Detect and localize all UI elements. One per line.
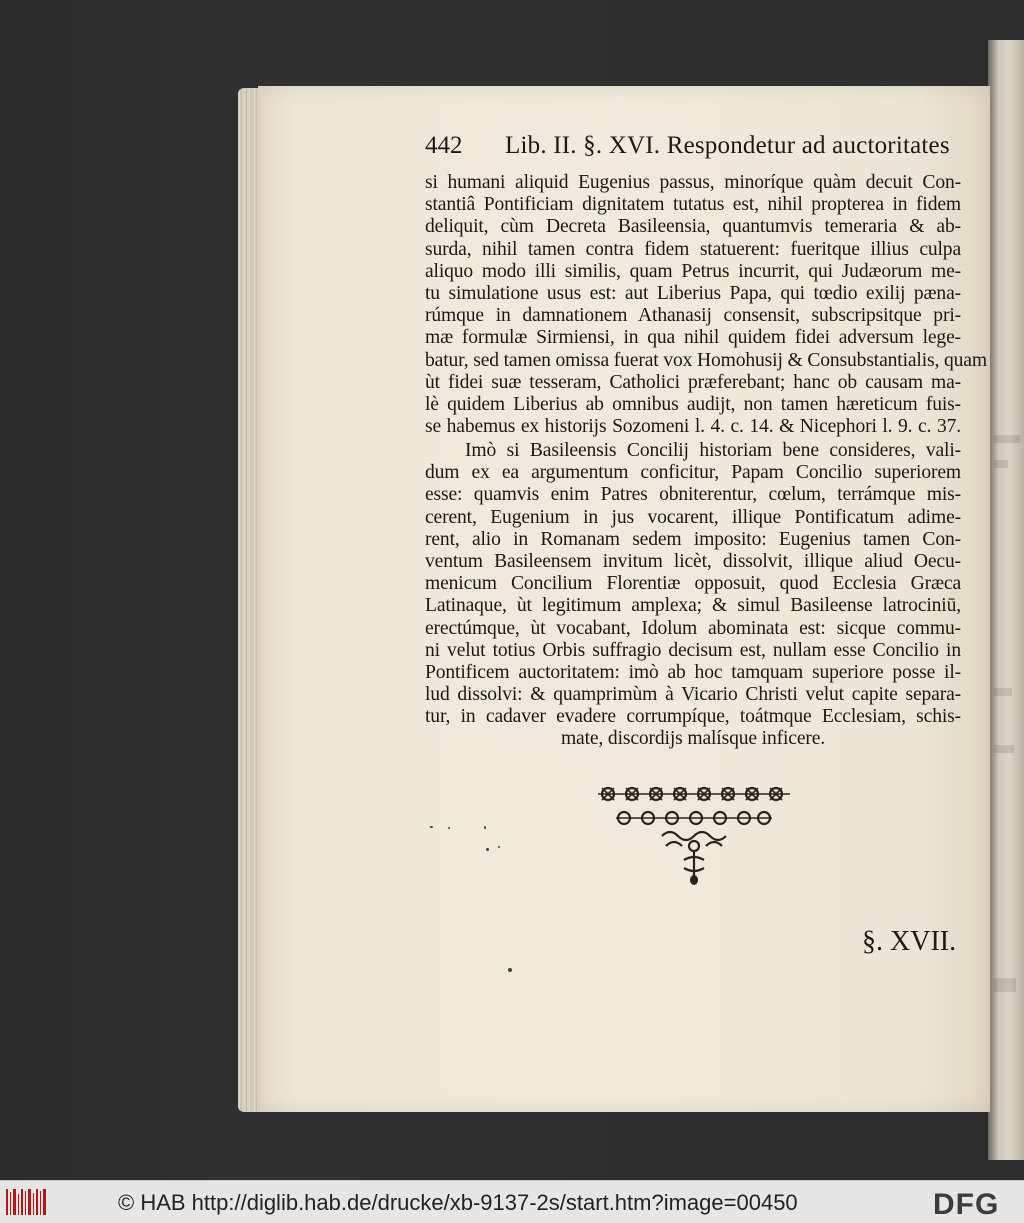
running-header xyxy=(425,128,965,164)
ink-speck xyxy=(448,827,450,829)
text-line: mate, discordijs malísque inficere. xyxy=(560,728,826,750)
text-line: stantiâ Pontificiam dignitatem tutatus est, nihil propterea in fidem xyxy=(425,194,961,216)
dfg-logo: DFG xyxy=(933,1188,1000,1221)
text-line: rent, alio in Romanam sedem imposito: Eugenius tamen Con- xyxy=(425,528,961,550)
catchword: §. XVII. xyxy=(862,926,957,957)
paragraph-2 xyxy=(425,440,961,751)
barcode-icon xyxy=(6,1189,46,1215)
paragraph-1 xyxy=(425,172,987,438)
text-line: lè quidem Liberius ab omnibus audijt, non tamen hæreticum fuis- xyxy=(425,393,961,415)
text-line: Imò si Basileensis Concilij historiam bene consideres, vali- xyxy=(465,440,961,461)
text-line: batur, sed tamen omissa fuerat vox Homohusij & Consubstantialis, quam xyxy=(425,349,987,371)
text-line: aliquo modo illi similis, quam Petrus incurrit, qui Judæorum me- xyxy=(425,260,961,282)
text-line: surda, nihil tamen contra fidem statuerent: fueritque illius culpa xyxy=(425,238,961,260)
text-line: dum ex ea argumentum conficitur, Papam Concilio superiorem xyxy=(425,462,961,484)
viewer-footer xyxy=(0,1180,1024,1223)
facing-page-edge xyxy=(988,40,1024,1160)
ink-speck xyxy=(486,848,489,851)
text-line: ni velut totius Orbis suffragio decisum est, nullam esse Concilio in xyxy=(425,639,961,661)
text-line: lud dissolvi: & quamprimùm à Vicario Christi velut capite separa- xyxy=(425,684,961,706)
text-line: se habemus ex historijs Sozomeni l. 4. c. 14. & Nicephori l. 9. c. 37. xyxy=(425,416,961,438)
ink-speck xyxy=(484,826,486,829)
text-line: menicum Concilium Florentiæ opposuit, quod Ecclesia Græca xyxy=(425,573,961,595)
ink-speck xyxy=(430,826,433,828)
running-title: Lib. II. §. XVI. Respondetur ad auctoritates xyxy=(505,132,950,159)
text-line: cerent, Eugenium in jus vocarent, illique Pontificatum adime- xyxy=(425,506,961,528)
ink-speck xyxy=(498,846,500,848)
text-line: esse: quamvis enim Patres obniterentur, cœlum, terrámque mis- xyxy=(425,484,961,506)
text-line: deliquit, cùm Decreta Basileensia, quantumvis temeraria & ab- xyxy=(425,216,961,238)
printers-ornament xyxy=(594,780,794,890)
ink-speck xyxy=(508,968,512,972)
text-line: Latinaque, ùt legitimum amplexa; & simul Basileense latrociniū, xyxy=(425,595,961,617)
text-line: mæ formulæ Sirmiensi, in qua nihil quidem fidei adversum lege- xyxy=(425,327,961,349)
text-line: Pontificem auctoritatem: imò ab hoc tamquam superiore posse il- xyxy=(425,661,961,683)
copyright-notice: © HAB http://diglib.hab.de/drucke/xb-9137-2s/start.htm?image=00450 xyxy=(118,1190,798,1215)
text-line: tur, in cadaver evadere corrumpíque, toátmque Ecclesiam, schis- xyxy=(425,706,961,728)
text-line: erectúmque, ùt vocabant, Idolum abominata est: sicque commu- xyxy=(425,617,961,639)
text-line: si humani aliquid Eugenius passus, minoríque quàm decuit Con- xyxy=(425,172,961,193)
text-line: ùt fidei suæ tesseram, Catholici præferebant; hanc ob causam ma- xyxy=(425,371,961,393)
text-line: rúmque in damnationem Athanasij consensit, subscripsitque pri- xyxy=(425,305,961,327)
text-line: ventum Basileensem invitum licèt, dissolvit, illique aliud Oecu- xyxy=(425,550,961,572)
page-number: 442 xyxy=(425,132,463,159)
text-line: tu simulatione usus est: aut Liberius Papa, qui tœdio exilij pæna- xyxy=(425,282,961,304)
